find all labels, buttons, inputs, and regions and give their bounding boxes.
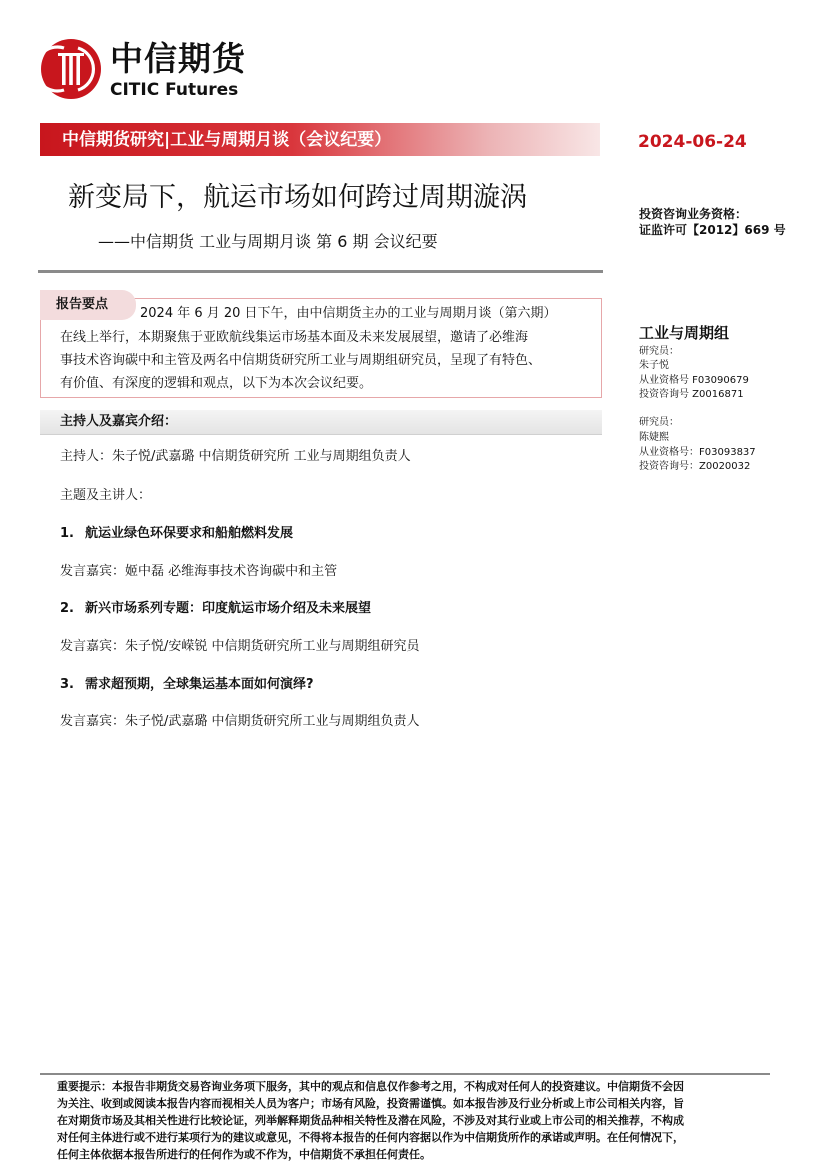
group-title: 工业与周期组 xyxy=(639,324,730,342)
researcher-practice-no: 从业资格号：F03093837 xyxy=(639,447,756,458)
topic-speaker: 发言嘉宾：朱子悦/安嵘锐 中信期货研究所工业与周期组研究员 xyxy=(60,639,420,654)
key-points-line: 2024 年 6 月 20 日下午，由中信期货主办的工业与周期月谈（第六期） xyxy=(140,306,557,321)
key-points-line: 事技术咨询碳中和主管及两名中信期货研究所工业与周期组研究员，呈现了有特色、 xyxy=(60,353,542,368)
researcher-role: 研究员： xyxy=(639,346,679,357)
key-points-line: 有价值、有深度的逻辑和观点，以下为本次会议纪要。 xyxy=(60,376,373,391)
disclaimer xyxy=(57,1078,775,1163)
title-divider xyxy=(38,270,603,273)
disclaimer-line: 任何主体依据本报告所进行的任何作为或不作为，中信期货不承担任何责任。 xyxy=(57,1148,431,1161)
disclaimer-line: 在对期货市场及其相关性进行比较论证，列举解释期货品种相关特性及潜在风险，不涉及对其行业或上市公司的相关推荐，不构成 xyxy=(57,1114,684,1127)
researcher-practice-no: 从业资格号 F03090679 xyxy=(639,375,749,386)
topic-number: 3. xyxy=(60,677,74,692)
topic-title: 需求超预期，全球集运基本面如何演绎? xyxy=(85,677,314,692)
researcher-advisory-no: 投资咨询号：Z0020032 xyxy=(639,461,751,472)
topics-label: 主题及主讲人： xyxy=(60,488,152,503)
section-heading: 主持人及嘉宾介绍： xyxy=(60,414,178,429)
disclaimer-divider xyxy=(40,1073,770,1075)
topic-number: 1. xyxy=(60,526,74,541)
topic-speaker: 发言嘉宾：姬中磊 必维海事技术咨询碳中和主管 xyxy=(60,564,338,579)
topic-speaker: 发言嘉宾：朱子悦/武嘉璐 中信期货研究所工业与周期组负责人 xyxy=(60,714,420,729)
disclaimer-line: 对任何主体进行或不进行某项行为的建议或意见，不得将本报告的任何内容据以作为中信期货所作的承诺或声明。在任何情况下， xyxy=(57,1131,684,1144)
researcher-advisory-no: 投资咨询号 Z0016871 xyxy=(639,389,744,400)
topic-title: 新兴市场系列专题：印度航运市场介绍及未来展望 xyxy=(85,601,372,616)
researcher-name: 朱子悦 xyxy=(639,360,669,371)
report-date: 2024-06-24 xyxy=(638,132,747,152)
key-points-line: 在线上举行，本期聚焦于亚欧航线集运市场基本面及未来发展展望，邀请了必维海 xyxy=(60,330,529,345)
citic-logo-icon xyxy=(40,38,102,100)
topic-title: 航运业绿色环保要求和船舶燃料发展 xyxy=(85,526,294,541)
report-subtitle: ——中信期货 工业与周期月谈 第 6 期 会议纪要 xyxy=(98,232,438,251)
brand-name-cn: 中信期货 xyxy=(110,39,246,78)
topic-number: 2. xyxy=(60,601,74,616)
disclaimer-line: 为关注、收到或阅读本报告内容而视相关人员为客户；市场有风险，投资需谨慎。如本报告涉及行业分析或上市公司相关内容，旨 xyxy=(57,1097,684,1110)
disclaimer-line: 重要提示：本报告非期货交易咨询业务项下服务，其中的观点和信息仅作参考之用，不构成对任何人的投资建议。中信期货不会因 xyxy=(57,1080,684,1093)
brand-name-en: CITIC Futures xyxy=(110,80,239,100)
host-line: 主持人：朱子悦/武嘉璐 中信期货研究所 工业与周期组负责人 xyxy=(60,449,411,464)
key-points-tag-label: 报告要点 xyxy=(56,297,109,312)
license-label: 投资咨询业务资格： xyxy=(639,207,748,221)
report-title: 新变局下，航运市场如何跨过周期漩涡 xyxy=(68,182,527,213)
license-number: 证监许可【2012】669 号 xyxy=(639,223,786,237)
researcher-name: 陈婕熙 xyxy=(639,432,669,443)
researcher-role: 研究员： xyxy=(639,417,679,428)
report-series-title: 中信期货研究|工业与周期月谈（会议纪要） xyxy=(62,130,392,150)
